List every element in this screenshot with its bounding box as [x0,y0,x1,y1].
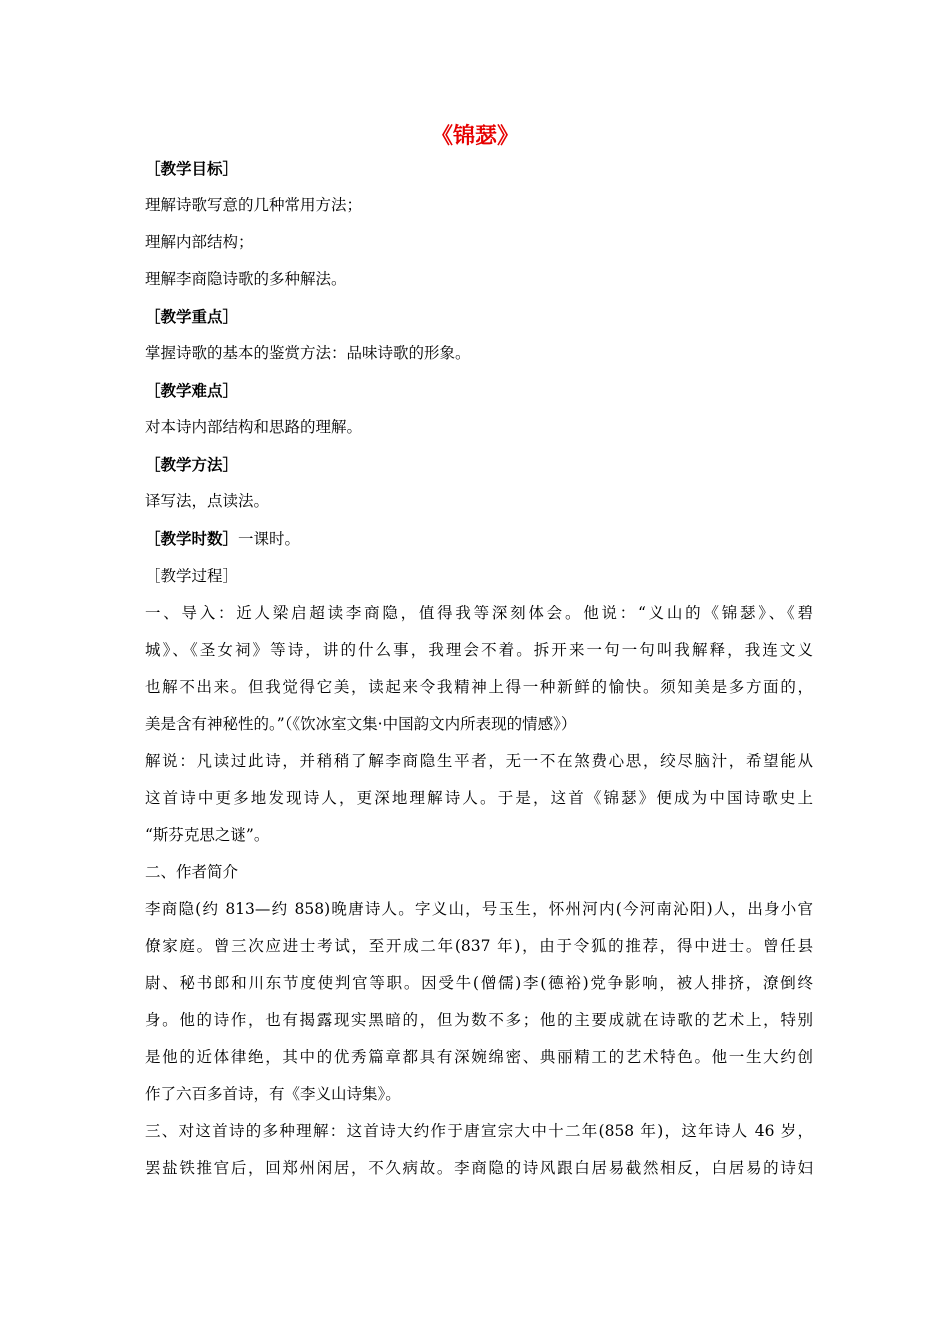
author-line: 身。他的诗作，也有揭露现实黑暗的，但为数不多；他的主要成就在诗歌的艺术上，特别 [145,1011,813,1029]
difficulty-heading: ［教学难点］ [145,381,239,400]
hours-text: 一课时。 [238,530,301,548]
goal-item: 理解诗歌写意的几种常用方法； [145,196,363,214]
hours-line [145,520,813,558]
author-line: 作了六百多首诗，有《李义山诗集》。 [145,1085,401,1103]
hours-heading: ［教学时数］ [145,529,239,548]
author-paragraph [145,891,813,1113]
intro-line: 美是含有神秘性的。”（《饮冰室文集·中国韵文内所表现的情感》） [145,715,577,733]
author-line: 李商隐(约 813—约 858)晚唐诗人。字义山，号玉生，怀州河内(今河南沁阳)人，出身小官 [145,900,813,918]
understanding-line: 罢盐铁推官后，回郑州闲居，不久病故。李商隐的诗风跟白居易截然相反，白居易的诗妇 [145,1159,813,1177]
document-body [145,150,813,1187]
goal-item: 理解内部结构； [145,233,254,251]
goal-item: 理解李商隐诗歌的多种解法。 [145,270,347,288]
commentary-line: “斯芬克思之谜”。 [145,826,270,844]
author-line: 僚家庭。曾三次应进士考试，至开成二年(837 年)，由于令狐的推荐，得中进士。曾任县 [145,937,813,955]
author-heading: 二、作者简介 [145,863,239,881]
process-heading: ［教学过程］ [145,567,239,585]
key-points-heading: ［教学重点］ [145,307,239,326]
intro-paragraph [145,595,813,743]
intro-line: 城》、《圣女祠》等诗，讲的什么事，我理会不着。拆开来一句一句叫我解释，我连文义 [145,641,813,659]
key-points-text: 掌握诗歌的基本的鉴赏方法：品味诗歌的形象。 [145,344,471,362]
commentary-line: 这首诗中更多地发现诗人，更深地理解诗人。于是，这首《锦瑟》便成为中国诗歌史上 [145,789,813,807]
document-title: 《锦瑟》 [430,123,519,149]
commentary-paragraph [145,743,813,854]
method-heading: ［教学方法］ [145,455,239,474]
goals-heading: ［教学目标］ [145,159,239,178]
intro-line: 一、导入：近人梁启超读李商隐，值得我等深刻体会。他说：“义山的《锦瑟》、《碧 [145,604,813,622]
commentary-line: 解说：凡读过此诗，并稍稍了解李商隐生平者，无一不在煞费心思，绞尽脑汁，希望能从 [145,752,813,770]
author-line: 尉、秘书郎和川东节度使判官等职。因受牛(僧儒)李(德裕)党争影响，被人排挤，潦倒终 [145,974,813,992]
understanding-line: 三、对这首诗的多种理解：这首诗大约作于唐宣宗大中十二年(858 年)，这年诗人 46 岁， [145,1122,813,1140]
difficulty-text: 对本诗内部结构和思路的理解。 [145,418,363,436]
intro-line: 也解不出来。但我觉得它美，读起来令我精神上得一种新鲜的愉快。须知美是多方面的， [145,678,813,696]
method-text: 译写法，点读法。 [145,492,270,510]
understanding-paragraph [145,1113,813,1187]
author-line: 是他的近体律绝，其中的优秀篇章都具有深婉绵密、典丽精工的艺术特色。他一生大约创 [145,1048,813,1066]
